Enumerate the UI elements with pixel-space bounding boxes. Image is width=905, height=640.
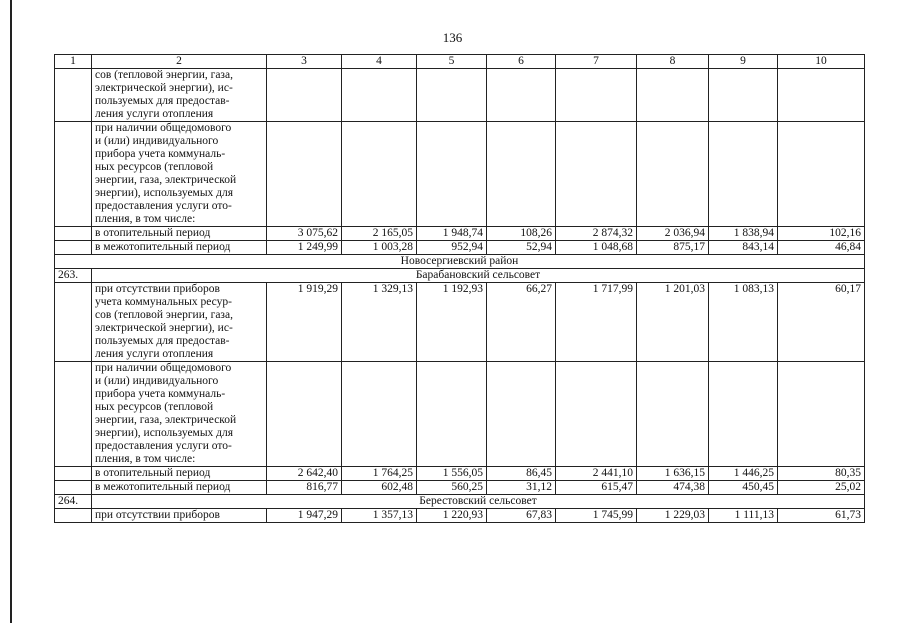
value-cell-col-4: 2 165,05 bbox=[342, 227, 417, 241]
row-number-cell bbox=[55, 509, 92, 523]
value-cell-col-9: 450,45 bbox=[709, 481, 778, 495]
value-cell-col-10 bbox=[778, 362, 865, 467]
value-cell-col-6: 86,45 bbox=[487, 467, 556, 481]
section-row bbox=[55, 269, 865, 283]
value-cell-col-10: 102,16 bbox=[778, 227, 865, 241]
column-header-9: 9 bbox=[709, 55, 778, 69]
page-number: 136 bbox=[442, 30, 463, 45]
value-cell-col-10: 25,02 bbox=[778, 481, 865, 495]
value-cell-col-3 bbox=[267, 69, 342, 122]
section-number: 263. bbox=[55, 269, 92, 283]
value-cell-col-9: 1 446,25 bbox=[709, 467, 778, 481]
value-cell-col-6 bbox=[487, 122, 556, 227]
row-description: при наличии общедомового и (или) индивидуального прибора учета коммуналь- ных ресурсов (тепловой энергии, газа, электрической энергии), используемых для предоставления услуги ото- пления, в том числе: bbox=[92, 362, 267, 467]
row-description: в межотопительный период bbox=[92, 481, 267, 495]
value-cell-col-10: 61,73 bbox=[778, 509, 865, 523]
value-cell-col-3: 816,77 bbox=[267, 481, 342, 495]
binding-line bbox=[10, 0, 12, 623]
row-number-cell bbox=[55, 241, 92, 255]
value-cell-col-9 bbox=[709, 122, 778, 227]
value-cell-col-6: 67,83 bbox=[487, 509, 556, 523]
value-cell-col-9: 1 083,13 bbox=[709, 283, 778, 362]
value-cell-col-7: 1 048,68 bbox=[556, 241, 637, 255]
value-cell-col-8 bbox=[637, 362, 709, 467]
value-cell-col-4 bbox=[342, 362, 417, 467]
value-cell-col-7 bbox=[556, 122, 637, 227]
column-header-2: 2 bbox=[92, 55, 267, 69]
value-cell-col-6: 66,27 bbox=[487, 283, 556, 362]
value-cell-col-4: 602,48 bbox=[342, 481, 417, 495]
value-cell-col-10 bbox=[778, 69, 865, 122]
row-description: при отсутствии приборов bbox=[92, 509, 267, 523]
row-description: в отопительный период bbox=[92, 227, 267, 241]
value-cell-col-7: 2 441,10 bbox=[556, 467, 637, 481]
value-cell-col-7: 2 874,32 bbox=[556, 227, 637, 241]
value-cell-col-8 bbox=[637, 122, 709, 227]
row-number-cell bbox=[55, 122, 92, 227]
table-row bbox=[55, 283, 865, 362]
value-cell-col-9 bbox=[709, 69, 778, 122]
table-body bbox=[55, 55, 865, 523]
value-cell-col-7 bbox=[556, 362, 637, 467]
row-description: сов (тепловой энергии, газа, электрической энергии), ис- пользуемых для предостав- ления услуги отопления bbox=[92, 69, 267, 122]
column-header-3: 3 bbox=[267, 55, 342, 69]
row-description: в отопительный период bbox=[92, 467, 267, 481]
value-cell-col-3: 1 947,29 bbox=[267, 509, 342, 523]
value-cell-col-9: 843,14 bbox=[709, 241, 778, 255]
district-name: Новосергиевский район bbox=[55, 255, 865, 269]
table-row bbox=[55, 69, 865, 122]
value-cell-col-3 bbox=[267, 122, 342, 227]
value-cell-col-8: 1 636,15 bbox=[637, 467, 709, 481]
tariff-table bbox=[54, 54, 865, 523]
value-cell-col-9: 1 838,94 bbox=[709, 227, 778, 241]
column-header-7: 7 bbox=[556, 55, 637, 69]
table-row bbox=[55, 241, 865, 255]
column-header-8: 8 bbox=[637, 55, 709, 69]
value-cell-col-5 bbox=[417, 122, 487, 227]
value-cell-col-4: 1 003,28 bbox=[342, 241, 417, 255]
column-number-row bbox=[55, 55, 865, 69]
value-cell-col-5: 1 192,93 bbox=[417, 283, 487, 362]
table-row bbox=[55, 467, 865, 481]
district-row bbox=[55, 255, 865, 269]
value-cell-col-8: 2 036,94 bbox=[637, 227, 709, 241]
table-row bbox=[55, 122, 865, 227]
value-cell-col-8: 474,38 bbox=[637, 481, 709, 495]
value-cell-col-4: 1 329,13 bbox=[342, 283, 417, 362]
column-header-4: 4 bbox=[342, 55, 417, 69]
row-number-cell bbox=[55, 362, 92, 467]
column-header-6: 6 bbox=[487, 55, 556, 69]
value-cell-col-3: 1 919,29 bbox=[267, 283, 342, 362]
value-cell-col-8 bbox=[637, 69, 709, 122]
value-cell-col-5: 1 220,93 bbox=[417, 509, 487, 523]
value-cell-col-5 bbox=[417, 69, 487, 122]
value-cell-col-4 bbox=[342, 69, 417, 122]
value-cell-col-9: 1 111,13 bbox=[709, 509, 778, 523]
value-cell-col-5 bbox=[417, 362, 487, 467]
row-number-cell bbox=[55, 227, 92, 241]
column-header-10: 10 bbox=[778, 55, 865, 69]
value-cell-col-6: 108,26 bbox=[487, 227, 556, 241]
row-number-cell bbox=[55, 283, 92, 362]
value-cell-col-7: 1 717,99 bbox=[556, 283, 637, 362]
row-description: в межотопительный период bbox=[92, 241, 267, 255]
value-cell-col-10 bbox=[778, 122, 865, 227]
table-row bbox=[55, 362, 865, 467]
value-cell-col-3: 2 642,40 bbox=[267, 467, 342, 481]
section-row bbox=[55, 495, 865, 509]
section-name: Берестовский сельсовет bbox=[92, 495, 865, 509]
value-cell-col-10: 80,35 bbox=[778, 467, 865, 481]
value-cell-col-5: 560,25 bbox=[417, 481, 487, 495]
row-number-cell bbox=[55, 69, 92, 122]
row-number-cell bbox=[55, 481, 92, 495]
value-cell-col-4 bbox=[342, 122, 417, 227]
section-name: Барабановский сельсовет bbox=[92, 269, 865, 283]
value-cell-col-6 bbox=[487, 362, 556, 467]
value-cell-col-4: 1 357,13 bbox=[342, 509, 417, 523]
section-number: 264. bbox=[55, 495, 92, 509]
value-cell-col-8: 875,17 bbox=[637, 241, 709, 255]
table-row bbox=[55, 509, 865, 523]
value-cell-col-5: 952,94 bbox=[417, 241, 487, 255]
value-cell-col-3 bbox=[267, 362, 342, 467]
value-cell-col-5: 1 948,74 bbox=[417, 227, 487, 241]
value-cell-col-7: 615,47 bbox=[556, 481, 637, 495]
value-cell-col-10: 60,17 bbox=[778, 283, 865, 362]
value-cell-col-10: 46,84 bbox=[778, 241, 865, 255]
row-description: при отсутствии приборов учета коммунальных ресур- сов (тепловой энергии, газа, электрической энергии), ис- пользуемых для предостав- ления услуги отопления bbox=[92, 283, 267, 362]
value-cell-col-4: 1 764,25 bbox=[342, 467, 417, 481]
value-cell-col-5: 1 556,05 bbox=[417, 467, 487, 481]
column-header-1: 1 bbox=[55, 55, 92, 69]
value-cell-col-3: 3 075,62 bbox=[267, 227, 342, 241]
value-cell-col-9 bbox=[709, 362, 778, 467]
value-cell-col-8: 1 201,03 bbox=[637, 283, 709, 362]
row-number-cell bbox=[55, 467, 92, 481]
table-row bbox=[55, 227, 865, 241]
value-cell-col-7 bbox=[556, 69, 637, 122]
value-cell-col-6 bbox=[487, 69, 556, 122]
value-cell-col-3: 1 249,99 bbox=[267, 241, 342, 255]
row-description: при наличии общедомового и (или) индивидуального прибора учета коммуналь- ных ресурсов (тепловой энергии, газа, электрической энергии), используемых для предоставления услуги ото- пления, в том числе: bbox=[92, 122, 267, 227]
value-cell-col-6: 31,12 bbox=[487, 481, 556, 495]
table-row bbox=[55, 481, 865, 495]
value-cell-col-8: 1 229,03 bbox=[637, 509, 709, 523]
value-cell-col-7: 1 745,99 bbox=[556, 509, 637, 523]
column-header-5: 5 bbox=[417, 55, 487, 69]
value-cell-col-6: 52,94 bbox=[487, 241, 556, 255]
